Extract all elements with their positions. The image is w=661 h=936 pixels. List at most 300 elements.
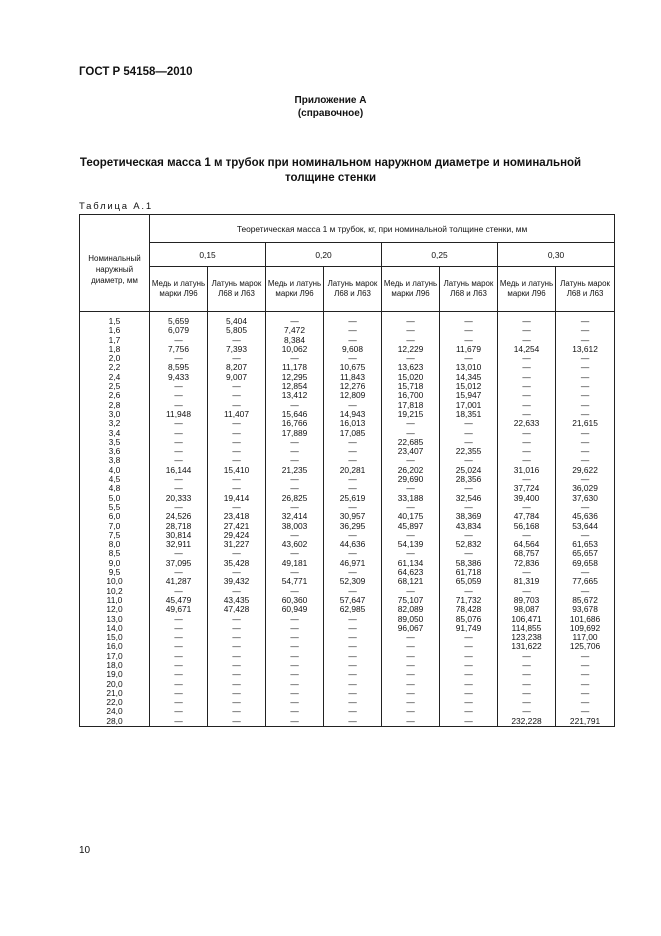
mass-cell: —	[150, 633, 208, 642]
mass-cell: 35,428	[208, 559, 266, 568]
mass-cell: —	[440, 642, 498, 651]
mass-cell: —	[556, 531, 615, 540]
table-row	[80, 642, 615, 651]
mass-cell: —	[266, 587, 324, 596]
mass-cell: 13,612	[556, 345, 615, 354]
mass-cell: —	[498, 312, 556, 327]
mass-cell: 62,985	[324, 605, 382, 614]
mass-cell: —	[382, 484, 440, 493]
mass-cell: 24,526	[150, 512, 208, 521]
mass-cell: —	[324, 689, 382, 698]
mass-cell: —	[440, 633, 498, 642]
mass-cell: 89,703	[498, 596, 556, 605]
mass-cell: —	[266, 484, 324, 493]
mass-cell: 15,410	[208, 466, 266, 475]
diameter-cell: 2,0	[80, 354, 150, 363]
heading-line-1: Теоретическая масса 1 м трубок при номинальном наружном диаметре и номинальной	[79, 157, 582, 169]
mass-cell: 26,825	[266, 494, 324, 503]
mass-cell: —	[208, 568, 266, 577]
mass-cell: —	[498, 652, 556, 661]
mass-cell: —	[150, 698, 208, 707]
mass-cell: —	[324, 707, 382, 716]
mass-cell: 18,351	[440, 410, 498, 419]
mass-cell: —	[324, 549, 382, 558]
mass-cell: —	[498, 680, 556, 689]
mass-cell: 82,089	[382, 605, 440, 614]
diameter-cell: 21,0	[80, 689, 150, 698]
mass-cell: 17,001	[440, 401, 498, 410]
mass-cell: 25,024	[440, 466, 498, 475]
mass-cell: 16,700	[382, 391, 440, 400]
mass-cell: —	[266, 670, 324, 679]
mass-cell: 123,238	[498, 633, 556, 642]
diameter-cell: 24,0	[80, 707, 150, 716]
mass-cell: 23,418	[208, 512, 266, 521]
mass-cell: —	[382, 354, 440, 363]
mass-cell: 56,168	[498, 522, 556, 531]
material-header: Латунь марок Л68 и Л63	[440, 267, 498, 312]
mass-cell: —	[208, 382, 266, 391]
mass-cell: 13,412	[266, 391, 324, 400]
table-row	[80, 429, 615, 438]
diameter-cell: 14,0	[80, 624, 150, 633]
mass-cell: 96,067	[382, 624, 440, 633]
mass-cell: —	[150, 382, 208, 391]
diameter-cell: 16,0	[80, 642, 150, 651]
mass-cell: 58,386	[440, 559, 498, 568]
mass-cell: —	[382, 652, 440, 661]
mass-cell: 12,276	[324, 382, 382, 391]
mass-cell: —	[208, 447, 266, 456]
diameter-cell: 3,0	[80, 410, 150, 419]
mass-cell: 44,636	[324, 540, 382, 549]
mass-cell: —	[150, 568, 208, 577]
mass-cell: —	[208, 354, 266, 363]
table-row	[80, 466, 615, 475]
mass-cell: —	[150, 587, 208, 596]
mass-cell: —	[556, 652, 615, 661]
mass-cell: —	[208, 642, 266, 651]
mass-cell: 11,178	[266, 363, 324, 372]
diameter-cell: 9,0	[80, 559, 150, 568]
mass-cell: —	[208, 587, 266, 596]
mass-cell: 19,414	[208, 494, 266, 503]
diameter-cell: 10,2	[80, 587, 150, 596]
mass-cell: —	[266, 447, 324, 456]
mass-cell: 5,659	[150, 312, 208, 327]
mass-cell: —	[150, 624, 208, 633]
mass-cell: 47,428	[208, 605, 266, 614]
mass-cell: —	[382, 326, 440, 335]
mass-cell: 41,287	[150, 577, 208, 586]
mass-cell: 32,546	[440, 494, 498, 503]
mass-cell: —	[208, 689, 266, 698]
mass-cell: 5,805	[208, 326, 266, 335]
mass-cell: 53,644	[556, 522, 615, 531]
mass-cell: —	[208, 680, 266, 689]
mass-cell: —	[150, 680, 208, 689]
diameter-cell: 8,5	[80, 549, 150, 558]
mass-cell: —	[266, 312, 324, 327]
mass-cell: 14,345	[440, 373, 498, 382]
mass-cell: —	[556, 391, 615, 400]
mass-cell: —	[324, 447, 382, 456]
mass-cell: 28,356	[440, 475, 498, 484]
mass-cell: 85,076	[440, 615, 498, 624]
mass-cell: —	[440, 312, 498, 327]
table-row	[80, 698, 615, 707]
mass-cell: 36,029	[556, 484, 615, 493]
mass-header: Теоретическая масса 1 м трубок, кг, при номинальной толщине стенки, мм	[150, 215, 615, 243]
mass-cell: 65,657	[556, 549, 615, 558]
mass-cell: —	[208, 503, 266, 512]
mass-cell: 221,791	[556, 717, 615, 727]
mass-cell: —	[440, 652, 498, 661]
mass-table	[79, 214, 615, 727]
mass-cell: 14,943	[324, 410, 382, 419]
mass-cell: 15,020	[382, 373, 440, 382]
mass-cell: 11,679	[440, 345, 498, 354]
mass-cell: —	[324, 326, 382, 335]
appendix-block	[0, 94, 661, 120]
mass-cell: —	[150, 615, 208, 624]
mass-cell: 32,911	[150, 540, 208, 549]
mass-cell: —	[556, 312, 615, 327]
mass-cell: —	[324, 670, 382, 679]
mass-cell: —	[440, 717, 498, 727]
mass-cell: 125,706	[556, 642, 615, 651]
mass-cell: —	[556, 354, 615, 363]
mass-cell: 54,139	[382, 540, 440, 549]
mass-cell: 57,647	[324, 596, 382, 605]
diameter-cell: 1,8	[80, 345, 150, 354]
mass-cell: 54,771	[266, 577, 324, 586]
mass-cell: —	[266, 642, 324, 651]
mass-cell: —	[382, 689, 440, 698]
mass-cell: —	[150, 419, 208, 428]
mass-cell: —	[266, 624, 324, 633]
mass-cell: 29,622	[556, 466, 615, 475]
mass-cell: —	[498, 503, 556, 512]
mass-cell: 15,646	[266, 410, 324, 419]
mass-cell: 106,471	[498, 615, 556, 624]
mass-cell: 68,121	[382, 577, 440, 586]
mass-cell: —	[382, 531, 440, 540]
diameter-cell: 9,5	[80, 568, 150, 577]
mass-cell: —	[266, 698, 324, 707]
mass-cell: 93,678	[556, 605, 615, 614]
table-row	[80, 312, 615, 327]
mass-cell: 117,00	[556, 633, 615, 642]
mass-cell: —	[208, 438, 266, 447]
mass-cell: —	[556, 447, 615, 456]
mass-cell: —	[556, 475, 615, 484]
material-header: Латунь марок Л68 и Л63	[556, 267, 615, 312]
diameter-cell: 18,0	[80, 661, 150, 670]
mass-cell: 22,633	[498, 419, 556, 428]
mass-cell: —	[382, 670, 440, 679]
mass-cell: —	[440, 336, 498, 345]
mass-cell: —	[208, 698, 266, 707]
document-header: ГОСТ Р 54158—2010	[79, 66, 193, 78]
diameter-cell: 19,0	[80, 670, 150, 679]
diameter-cell: 22,0	[80, 698, 150, 707]
mass-cell: —	[266, 475, 324, 484]
mass-cell: —	[498, 689, 556, 698]
mass-cell: —	[208, 456, 266, 465]
mass-cell: —	[498, 698, 556, 707]
mass-cell: —	[498, 531, 556, 540]
diameter-cell: 11,0	[80, 596, 150, 605]
mass-cell: 22,685	[382, 438, 440, 447]
mass-cell: 20,281	[324, 466, 382, 475]
table-row	[80, 494, 615, 503]
mass-cell: 78,428	[440, 605, 498, 614]
mass-cell: 27,421	[208, 522, 266, 531]
mass-cell: —	[324, 312, 382, 327]
mass-cell: —	[498, 363, 556, 372]
table-row	[80, 577, 615, 586]
mass-cell: —	[556, 429, 615, 438]
mass-cell: —	[324, 438, 382, 447]
mass-cell: 30,814	[150, 531, 208, 540]
mass-cell: 47,784	[498, 512, 556, 521]
mass-cell: 12,295	[266, 373, 324, 382]
diameter-cell: 3,8	[80, 456, 150, 465]
thickness-header: 0,20	[266, 243, 382, 267]
mass-cell: 37,630	[556, 494, 615, 503]
diameter-cell: 2,2	[80, 363, 150, 372]
mass-cell: —	[382, 312, 440, 327]
mass-cell: —	[208, 670, 266, 679]
mass-cell: 52,309	[324, 577, 382, 586]
table-row	[80, 661, 615, 670]
mass-cell: 8,595	[150, 363, 208, 372]
mass-cell: —	[150, 401, 208, 410]
mass-cell: —	[266, 717, 324, 727]
diameter-cell: 2,5	[80, 382, 150, 391]
mass-cell: —	[208, 661, 266, 670]
mass-cell: 114,855	[498, 624, 556, 633]
mass-cell: —	[382, 707, 440, 716]
mass-cell: —	[266, 661, 324, 670]
mass-cell: —	[208, 419, 266, 428]
mass-cell: —	[382, 698, 440, 707]
mass-cell: 30,957	[324, 512, 382, 521]
material-header: Медь и латунь марки Л96	[150, 267, 208, 312]
thickness-header: 0,25	[382, 243, 498, 267]
material-header: Медь и латунь марки Л96	[266, 267, 324, 312]
mass-cell: —	[556, 587, 615, 596]
mass-cell: —	[498, 401, 556, 410]
diameter-cell: 1,7	[80, 336, 150, 345]
material-header: Латунь марок Л68 и Л63	[324, 267, 382, 312]
mass-cell: 7,472	[266, 326, 324, 335]
mass-cell: 61,653	[556, 540, 615, 549]
mass-cell: —	[498, 568, 556, 577]
diameter-cell: 4,8	[80, 484, 150, 493]
mass-cell: —	[498, 475, 556, 484]
mass-cell: —	[382, 680, 440, 689]
mass-cell: 98,087	[498, 605, 556, 614]
table-heading	[0, 156, 661, 186]
mass-cell: 5,404	[208, 312, 266, 327]
mass-cell: —	[324, 531, 382, 540]
mass-cell: 38,003	[266, 522, 324, 531]
mass-cell: 85,672	[556, 596, 615, 605]
mass-cell: —	[556, 326, 615, 335]
mass-cell: —	[208, 391, 266, 400]
mass-cell: 16,144	[150, 466, 208, 475]
mass-cell: 31,227	[208, 540, 266, 549]
mass-cell: —	[498, 336, 556, 345]
mass-cell: —	[266, 633, 324, 642]
mass-cell: 43,602	[266, 540, 324, 549]
mass-cell: 7,393	[208, 345, 266, 354]
diameter-cell: 3,5	[80, 438, 150, 447]
mass-cell: —	[208, 707, 266, 716]
material-header: Латунь марок Л68 и Л63	[208, 267, 266, 312]
mass-cell: 26,202	[382, 466, 440, 475]
mass-cell: —	[150, 661, 208, 670]
diameter-cell: 3,6	[80, 447, 150, 456]
mass-cell: —	[498, 670, 556, 679]
mass-cell: —	[556, 661, 615, 670]
mass-cell: 16,013	[324, 419, 382, 428]
mass-cell: —	[556, 568, 615, 577]
mass-cell: 22,355	[440, 447, 498, 456]
mass-cell: 19,215	[382, 410, 440, 419]
table-row	[80, 447, 615, 456]
diameter-cell: 4,5	[80, 475, 150, 484]
diameter-cell: 1,6	[80, 326, 150, 335]
mass-cell: —	[324, 615, 382, 624]
mass-cell: 9,608	[324, 345, 382, 354]
mass-cell: 38,369	[440, 512, 498, 521]
mass-cell: —	[382, 661, 440, 670]
mass-cell: —	[324, 484, 382, 493]
mass-cell: —	[324, 661, 382, 670]
mass-cell: —	[324, 475, 382, 484]
mass-cell: 6,079	[150, 326, 208, 335]
mass-cell: —	[556, 382, 615, 391]
mass-cell: —	[150, 429, 208, 438]
mass-cell: —	[324, 587, 382, 596]
mass-cell: 29,690	[382, 475, 440, 484]
mass-cell: 8,384	[266, 336, 324, 345]
mass-cell: —	[498, 707, 556, 716]
mass-cell: 17,889	[266, 429, 324, 438]
mass-cell: —	[440, 503, 498, 512]
mass-cell: 40,175	[382, 512, 440, 521]
heading-line-2: толщине стенки	[284, 172, 377, 184]
mass-cell: —	[556, 670, 615, 679]
mass-cell: —	[150, 391, 208, 400]
mass-cell: —	[324, 336, 382, 345]
mass-cell: —	[556, 363, 615, 372]
table-label: Таблица А.1	[79, 201, 153, 212]
mass-cell: 77,665	[556, 577, 615, 586]
table-body	[80, 312, 615, 727]
mass-cell: —	[208, 652, 266, 661]
mass-cell: —	[208, 615, 266, 624]
mass-cell: 36,295	[324, 522, 382, 531]
mass-cell: —	[556, 410, 615, 419]
table-row	[80, 438, 615, 447]
mass-cell: —	[208, 401, 266, 410]
mass-cell: 37,095	[150, 559, 208, 568]
mass-cell: 11,843	[324, 373, 382, 382]
mass-cell: —	[440, 689, 498, 698]
mass-cell: —	[382, 336, 440, 345]
mass-cell: 75,107	[382, 596, 440, 605]
mass-cell: —	[324, 652, 382, 661]
mass-cell: —	[150, 456, 208, 465]
mass-cell: —	[440, 429, 498, 438]
mass-cell: —	[498, 391, 556, 400]
diameter-cell: 7,5	[80, 531, 150, 540]
mass-cell: —	[556, 503, 615, 512]
mass-cell: —	[440, 419, 498, 428]
diameter-cell: 4,0	[80, 466, 150, 475]
mass-cell: —	[266, 689, 324, 698]
mass-cell: 33,188	[382, 494, 440, 503]
mass-cell: —	[150, 652, 208, 661]
mass-cell: —	[498, 410, 556, 419]
table-row	[80, 345, 615, 354]
mass-cell: —	[150, 475, 208, 484]
mass-cell: —	[498, 447, 556, 456]
mass-cell: 7,756	[150, 345, 208, 354]
mass-cell: —	[440, 587, 498, 596]
appendix-title: Приложение А	[294, 95, 367, 106]
mass-cell: —	[440, 661, 498, 670]
diameter-cell: 28,0	[80, 717, 150, 727]
mass-cell: —	[440, 680, 498, 689]
mass-cell: 29,424	[208, 531, 266, 540]
table-row	[80, 559, 615, 568]
mass-cell: —	[266, 652, 324, 661]
mass-cell: —	[556, 680, 615, 689]
mass-cell: 46,971	[324, 559, 382, 568]
mass-cell: —	[266, 549, 324, 558]
mass-cell: 60,360	[266, 596, 324, 605]
mass-cell: —	[150, 689, 208, 698]
mass-cell: —	[150, 336, 208, 345]
mass-cell: 17,818	[382, 401, 440, 410]
diameter-cell: 5,0	[80, 494, 150, 503]
mass-cell: 20,333	[150, 494, 208, 503]
mass-cell: —	[382, 429, 440, 438]
mass-cell: —	[208, 717, 266, 727]
mass-cell: —	[324, 624, 382, 633]
mass-cell: —	[266, 531, 324, 540]
mass-cell: 17,085	[324, 429, 382, 438]
diameter-cell: 12,0	[80, 605, 150, 614]
mass-cell: 64,564	[498, 540, 556, 549]
table-header	[80, 215, 615, 312]
mass-cell: —	[324, 680, 382, 689]
mass-cell: —	[208, 624, 266, 633]
table-row	[80, 680, 615, 689]
mass-cell: —	[556, 401, 615, 410]
mass-cell: —	[556, 456, 615, 465]
mass-cell: —	[208, 633, 266, 642]
mass-cell: 81,319	[498, 577, 556, 586]
diameter-cell: 2,8	[80, 401, 150, 410]
mass-cell: —	[266, 503, 324, 512]
mass-cell: —	[556, 707, 615, 716]
